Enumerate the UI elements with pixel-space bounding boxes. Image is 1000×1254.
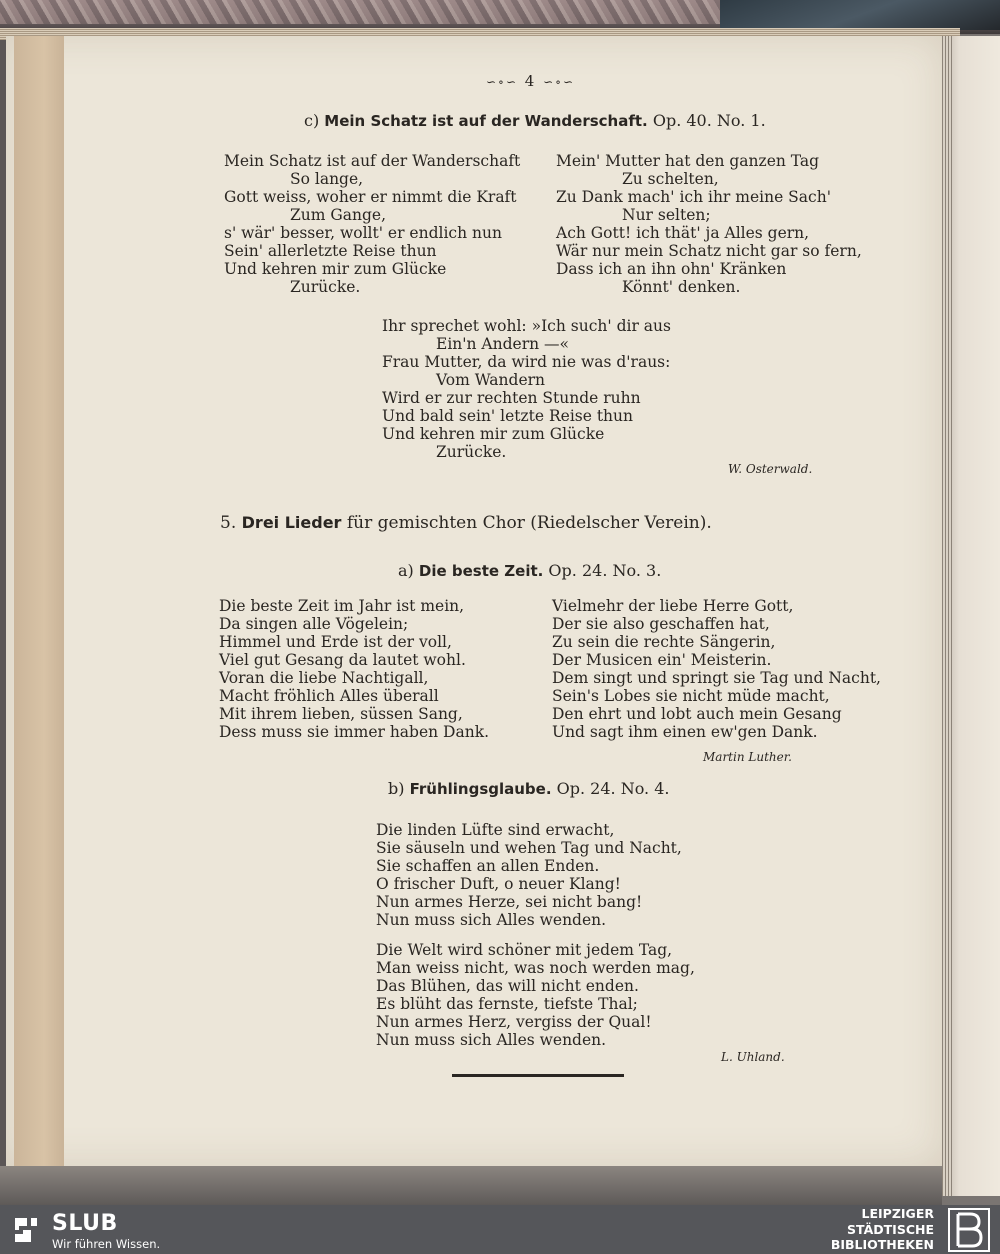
- library-logo-icon[interactable]: [948, 1208, 990, 1252]
- section-5-heading: 5. Drei Lieder für gemischten Chor (Riedelscher Verein).: [220, 513, 712, 533]
- section-c-left-stanza: Mein Schatz ist auf der Wanderschaft So lange, Gott weiss, woher er nimmt die Kraft Zum Gange, s' wär' besser, wollt' er endlich nun Sein' allerletzte Reise thun Und kehren mir zum Glücke Zurücke.: [224, 152, 521, 296]
- section-a-heading: a) Die beste Zeit. Op. 24. No. 3.: [398, 561, 662, 580]
- slub-logo-icon[interactable]: [11, 1214, 41, 1244]
- section-a-right-stanza: Vielmehr der liebe Herre Gott, Der sie also geschaffen hat, Zu sein die rechte Sängerin, Der Musicen ein' Meisterin. Dem singt und springt sie Tag und Nacht, Sein's Lobes sie nicht müde macht, Den ehrt und lobt auch mein Gesang Und sagt ihm einen ew'gen Dank.: [552, 597, 881, 741]
- section-c-right-stanza: Mein' Mutter hat den ganzen Tag Zu schelten, Zu Dank mach' ich ihr meine Sach' Nur selten; Ach Gott! ich thät' ja Alles gern, Wär nur mein Schatz nicht gar so fern, Dass ich an ihn ohn' Kränken Könnt' denken.: [556, 152, 862, 296]
- cover-corner: [720, 0, 1000, 30]
- footer-bar: [0, 1205, 1000, 1254]
- section-c-heading: c) Mein Schatz ist auf der Wanderschaft. Op. 40. No. 1.: [304, 111, 766, 130]
- slub-name[interactable]: SLUB: [52, 1211, 118, 1236]
- section-a-left-stanza: Die beste Zeit im Jahr ist mein, Da singen alle Vögelein; Himmel und Erde ist der voll, Viel gut Gesang da lautet wohl. Voran die liebe Nachtigall, Macht fröhlich Alles überall Mit ihrem lieben, süssen Sang, Dess muss sie immer haben Dank.: [219, 597, 490, 741]
- section-c-author: W. Osterwald.: [728, 462, 813, 476]
- section-b-author: L. Uhland.: [721, 1050, 785, 1064]
- section-b-heading: b) Frühlingsglaube. Op. 24. No. 4.: [388, 779, 670, 798]
- library-name[interactable]: LEIPZIGER STÄDTISCHE BIBLIOTHEKEN: [830, 1206, 934, 1252]
- bottom-shadow: [0, 1166, 942, 1205]
- section-b-stanza-2: Die Welt wird schöner mit jedem Tag, Man weiss nicht, was noch werden mag, Das Blühen, das will nicht enden. Es blüht das fernste, tiefste Thal; Nun armes Herz, vergiss der Qual! Nun muss sich Alles wenden.: [376, 941, 695, 1049]
- marbled-cover-pattern: [0, 0, 720, 24]
- closing-rule: [452, 1074, 624, 1077]
- slub-tagline: Wir führen Wissen.: [52, 1237, 161, 1251]
- page-number: ∽∘∽ 4 ∽∘∽: [486, 72, 576, 90]
- section-c-center-stanza: Ihr sprechet wohl: »Ich such' dir aus Ein'n Andern —« Frau Mutter, da wird nie was d'raus: Vom Wandern Wird er zur rechten Stunde ruhn Und bald sein' letzte Reise thun Und kehren mir zum Glücke Zurücke.: [382, 317, 671, 461]
- right-page-edge: [942, 36, 1000, 1196]
- binding-strip: [14, 36, 64, 1166]
- section-a-author: Martin Luther.: [703, 750, 792, 764]
- section-b-stanza-1: Die linden Lüfte sind erwacht, Sie säuseln und wehen Tag und Nacht, Sie schaffen an allen Enden. O frischer Duft, o neuer Klang! Nun armes Herze, sei nicht bang! Nun muss sich Alles wenden.: [376, 821, 682, 929]
